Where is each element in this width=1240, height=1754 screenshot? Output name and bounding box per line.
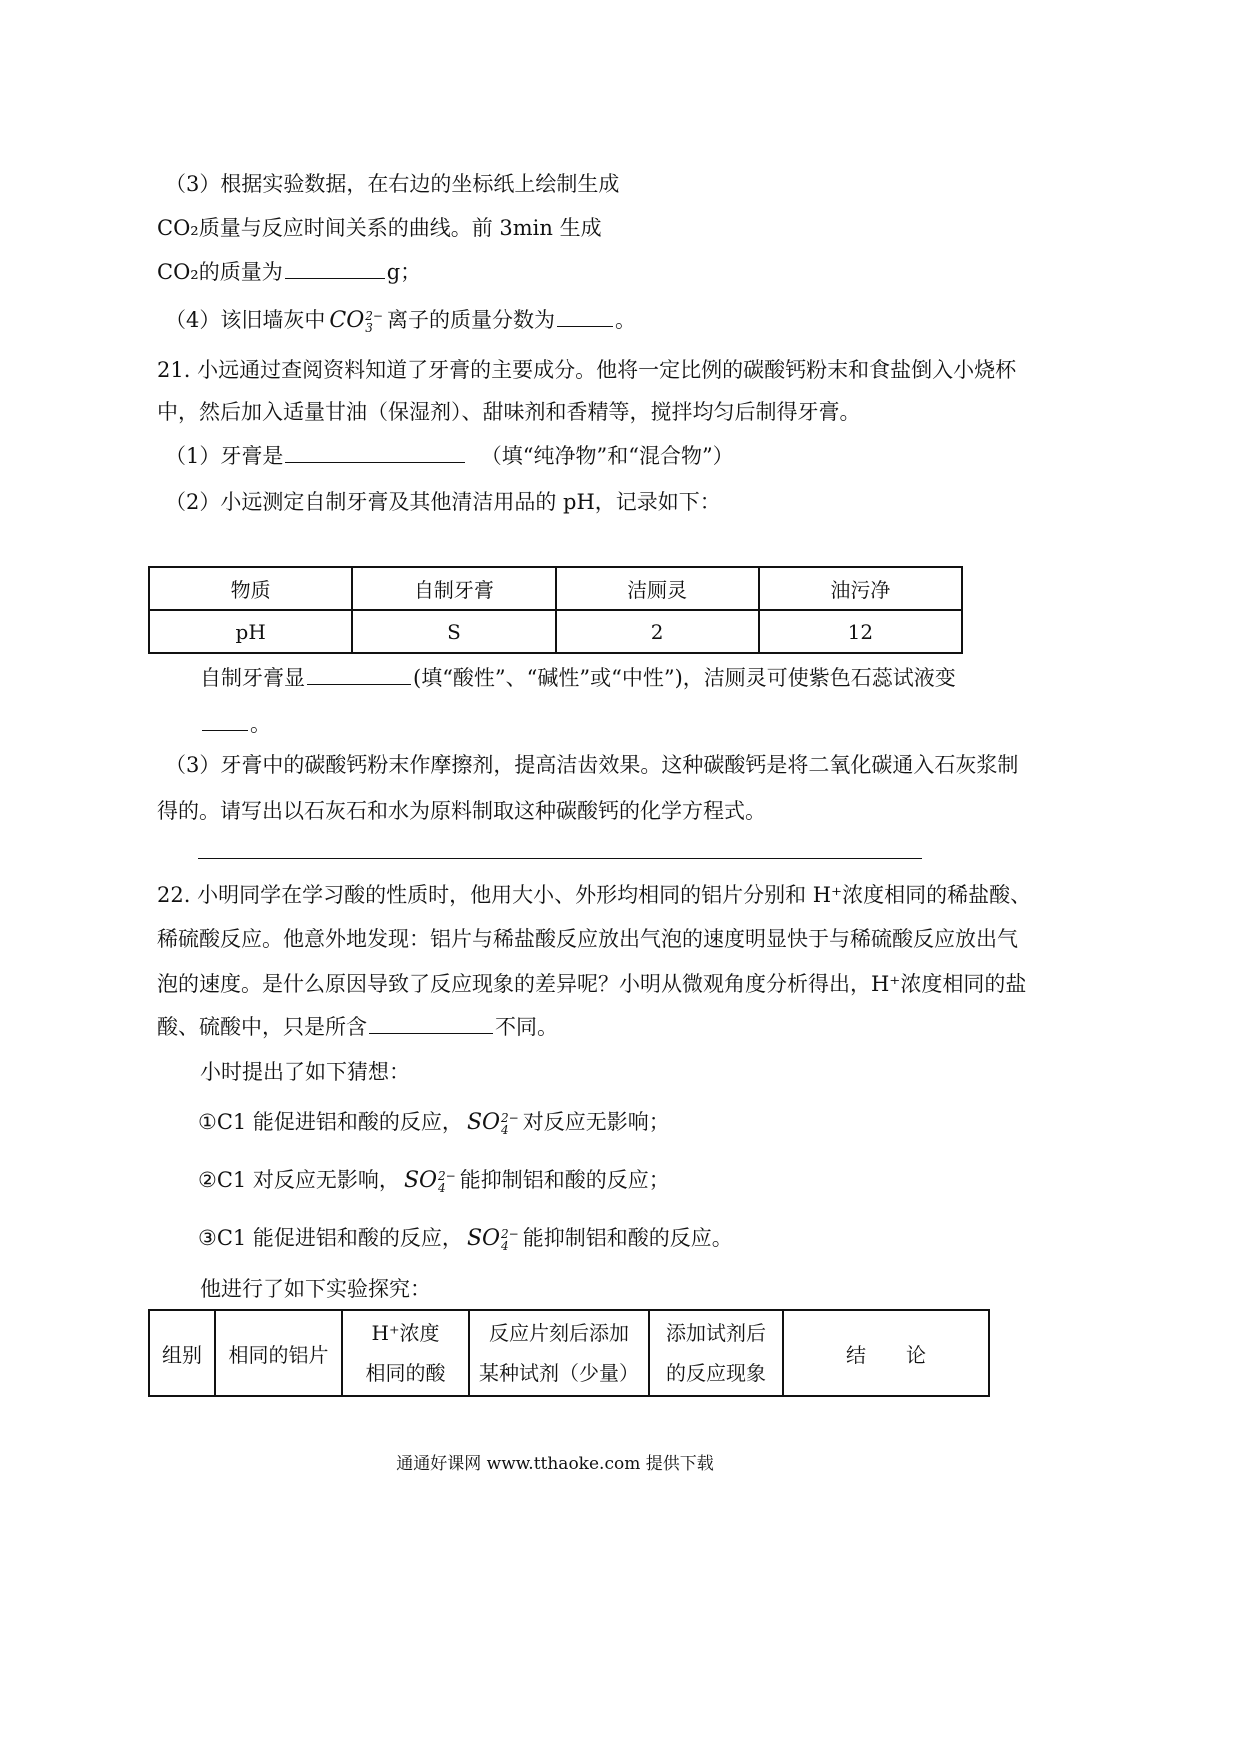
experiment-col-group: 组别: [149, 1310, 215, 1396]
q21-ph-result-text-a: 自制牙膏显: [200, 666, 305, 690]
answer-blank[interactable]: [369, 1013, 493, 1034]
carbonate-ion-subscript: 3: [365, 320, 373, 335]
q22-guess-1-text-a: ①C1 能促进铝和酸的反应，: [198, 1110, 463, 1134]
experiment-col-reagent: [469, 1310, 649, 1396]
q21-part1-text-a: （1）牙膏是: [165, 444, 284, 468]
sulfate-ion-charge: 2−: [501, 1110, 519, 1125]
experiment-col-phenomenon-line2: 的反应现象: [666, 1361, 766, 1385]
q21-ph-result-text-b: (填“酸性”、“碱性”或“中性”)，洁厕灵可使紫色石蕊试液变: [413, 666, 956, 690]
sulfate-ion-subscript: 4: [438, 1180, 446, 1195]
ph-table: [148, 566, 963, 654]
ph-table-header-row: [149, 567, 962, 610]
experiment-col-acid: [342, 1310, 469, 1396]
answer-blank[interactable]: [285, 442, 465, 463]
sulfate-ion-charge: 2−: [438, 1168, 456, 1183]
ph-table-cell: S: [352, 610, 555, 653]
carbonate-ion-charge: 2−: [365, 308, 383, 323]
answer-blank[interactable]: [307, 664, 411, 685]
q21-ph-result-text-c: 。: [250, 712, 271, 736]
q22-guess-intro: 小时提出了如下猜想：: [200, 1060, 410, 1084]
experiment-col-acid-line2: 相同的酸: [365, 1361, 446, 1385]
experiment-table-header-row: [149, 1310, 989, 1396]
ph-table-header: 油污净: [759, 567, 962, 610]
carbonate-ion: [329, 306, 383, 335]
q20-part3-unit: g；: [386, 260, 422, 284]
q22-line2: 稀硫酸反应。他意外地发现：铝片与稀盐酸反应放出气泡的速度明显快于与稀硫酸反应放出气: [157, 927, 1018, 951]
q22-guess-2: [198, 1166, 670, 1195]
experiment-col-reagent-line1: 反应片刻后添加: [489, 1321, 629, 1345]
q22-guess-3-text-a: ③C1 能促进铝和酸的反应，: [198, 1226, 463, 1250]
ph-table-row: [149, 610, 962, 653]
experiment-col-phenomenon: [649, 1310, 783, 1396]
answer-blank[interactable]: [557, 306, 613, 327]
sulfate-ion-charge: 2−: [501, 1226, 519, 1241]
q21-ph-result: [200, 664, 956, 692]
q22-guess-1-text-b: 对反应无影响；: [522, 1110, 670, 1134]
sulfate-ion: [467, 1108, 519, 1137]
answer-blank[interactable]: [285, 258, 385, 279]
sulfate-ion-base: SO: [466, 1226, 501, 1251]
q22-line4-text-a: 酸、硫酸中，只是所含: [157, 1015, 367, 1039]
q22-line1: 22. 小明同学在学习酸的性质时，他用大小、外形均相同的铝片分别和 H⁺浓度相同的稀盐酸、: [157, 883, 1032, 907]
q20-part4-text-a: （4）该旧墙灰中: [165, 308, 326, 332]
sulfate-ion-subscript: 4: [501, 1122, 509, 1137]
experiment-col-conclusion: 结 论: [783, 1310, 989, 1396]
q20-part4-text-b: 离子的质量分数为: [386, 308, 555, 332]
q20-part3-line2: CO₂质量与反应时间关系的曲线。前 3min 生成: [157, 216, 602, 240]
q22-line4: [157, 1013, 558, 1041]
q20-part4-text-c: 。: [614, 308, 636, 332]
ph-table-cell: 2: [556, 610, 759, 653]
q20-part4: [165, 306, 636, 335]
q20-part3-line3: [157, 258, 421, 286]
q21-part3-line1: （3）牙膏中的碳酸钙粉末作摩擦剂，提高洁齿效果。这种碳酸钙是将二氧化碳通入石灰浆制: [165, 753, 1019, 777]
q21-part1: [165, 442, 734, 470]
ph-table-header: 自制牙膏: [352, 567, 555, 610]
answer-blank[interactable]: [202, 710, 248, 731]
experiment-col-reagent-line2: 某种试剂（少量）: [479, 1361, 639, 1385]
experiment-table: [148, 1309, 990, 1397]
ph-table-cell: pH: [149, 610, 352, 653]
q22-guess-2-text-a: ②C1 对反应无影响，: [198, 1168, 400, 1192]
q21-part2: （2）小远测定自制牙膏及其他清洁用品的 pH，记录如下：: [165, 490, 721, 514]
q22-guess-1: [198, 1108, 670, 1137]
page-footer: 通通好课网 www.tthaoke.com 提供下载: [396, 1454, 714, 1474]
q22-exp-intro: 他进行了如下实验探究：: [200, 1277, 431, 1301]
sulfate-ion-subscript: 4: [501, 1238, 509, 1253]
ph-table-header: 洁厕灵: [556, 567, 759, 610]
q22-guess-3: [198, 1224, 733, 1253]
q21-intro-line2: 中，然后加入适量甘油（保湿剂）、甜味剂和香精等，搅拌均匀后制得牙膏。: [157, 400, 861, 424]
q22-line3: 泡的速度。是什么原因导致了反应现象的差异呢？小明从微观角度分析得出，H⁺浓度相同的盐: [157, 972, 1027, 996]
experiment-col-acid-line1: H⁺浓度: [371, 1321, 440, 1345]
equation-answer-line[interactable]: [198, 858, 922, 859]
q20-part3-line3-text: CO₂的质量为: [157, 260, 283, 284]
ph-table-cell: 12: [759, 610, 962, 653]
q21-intro-line1: 21. 小远通过查阅资料知道了牙膏的主要成分。他将一定比例的碳酸钙粉末和食盐倒入小烧杯: [157, 358, 1017, 382]
sulfate-ion-base: SO: [403, 1168, 438, 1193]
q20-part3-line1: （3）根据实验数据，在右边的坐标纸上绘制生成: [165, 172, 620, 196]
ph-table-header: 物质: [149, 567, 352, 610]
carbonate-ion-base: CO: [329, 308, 365, 333]
q21-ph-result-cont: [200, 710, 271, 738]
experiment-col-phenomenon-line1: 添加试剂后: [666, 1321, 766, 1345]
q22-line4-text-b: 不同。: [495, 1015, 558, 1039]
q22-guess-2-text-b: 能抑制铝和酸的反应；: [459, 1168, 670, 1192]
sulfate-ion: [467, 1224, 519, 1253]
q21-part1-text-b: （填“纯净物”和“混合物”）: [480, 444, 734, 468]
q21-part3-line2: 得的。请写出以石灰石和水为原料制取这种碳酸钙的化学方程式。: [157, 799, 766, 823]
q22-guess-3-text-b: 能抑制铝和酸的反应。: [522, 1226, 733, 1250]
sulfate-ion-base: SO: [466, 1110, 501, 1135]
sulfate-ion: [404, 1166, 456, 1195]
experiment-col-plate: 相同的铝片: [215, 1310, 342, 1396]
